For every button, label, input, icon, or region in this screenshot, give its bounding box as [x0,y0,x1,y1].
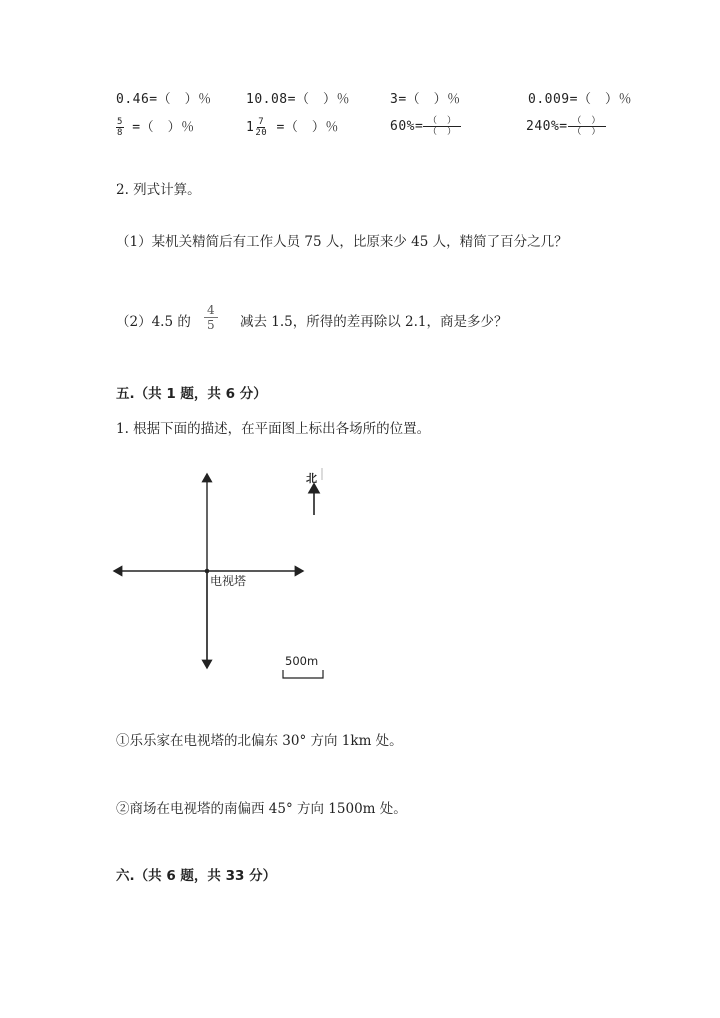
conversion-item-7: 60%= $\frac{( )}{( )}$ [390,116,461,137]
description-1: ①乐乐家在电视塔的北偏东 30° 方向 1km 处。 [116,733,403,749]
conversion-item-6: 1 $\frac{7}{20}$ =（ ）％ [246,117,339,138]
conversion-item-4: 0.009=（ ）％ [528,92,632,107]
fraction-4-5: $\frac{4}{5}$ [204,303,218,332]
scale-label: 500m [285,654,319,668]
blank-fraction: $\frac{( )}{( )}$ [568,116,606,137]
section-5-heading: 五.（共 1 题，共 6 分） [116,386,267,402]
blank-fraction: $\frac{( )}{( )}$ [423,116,461,137]
conversion-item-8: 240%= $\frac{( )}{( )}$ [526,116,606,137]
question-2-prefix: （2）4.5 的 [116,314,191,330]
conversion-item-5: $\frac{5}{8}$ =（ ）％ [117,117,195,138]
description-2: ②商场在电视塔的南偏西 45° 方向 1500m 处。 [116,801,407,817]
question-1: （1）某机关精简后有工作人员 75 人，比原来少 45 人，精简了百分之几？ [116,234,568,250]
fraction-5-8: $\frac{5}{8}$ [117,117,123,138]
conversion-item-1: 0.46=（ ）％ [116,92,212,107]
section-5-question: 1. 根据下面的描述，在平面图上标出各场所的位置。 [116,421,431,437]
plan-map [100,460,360,680]
section-6-heading: 六.（共 6 题，共 33 分） [116,868,277,884]
question-2-suffix: 减去 1.5，所得的差再除以 2.1，商是多少？ [240,314,508,330]
north-label: 北 [306,472,317,485]
conversion-item-2: 10.08=（ ）％ [246,92,350,107]
fraction-7-20: $\frac{7}{20}$ [255,117,268,138]
scale-bar [283,670,323,678]
tv-tower-label: 电视塔 [210,574,247,588]
conversion-item-3: 3=（ ）％ [390,92,461,107]
tv-tower-point [205,569,210,574]
section-2-title: 2. 列式计算。 [116,182,201,198]
